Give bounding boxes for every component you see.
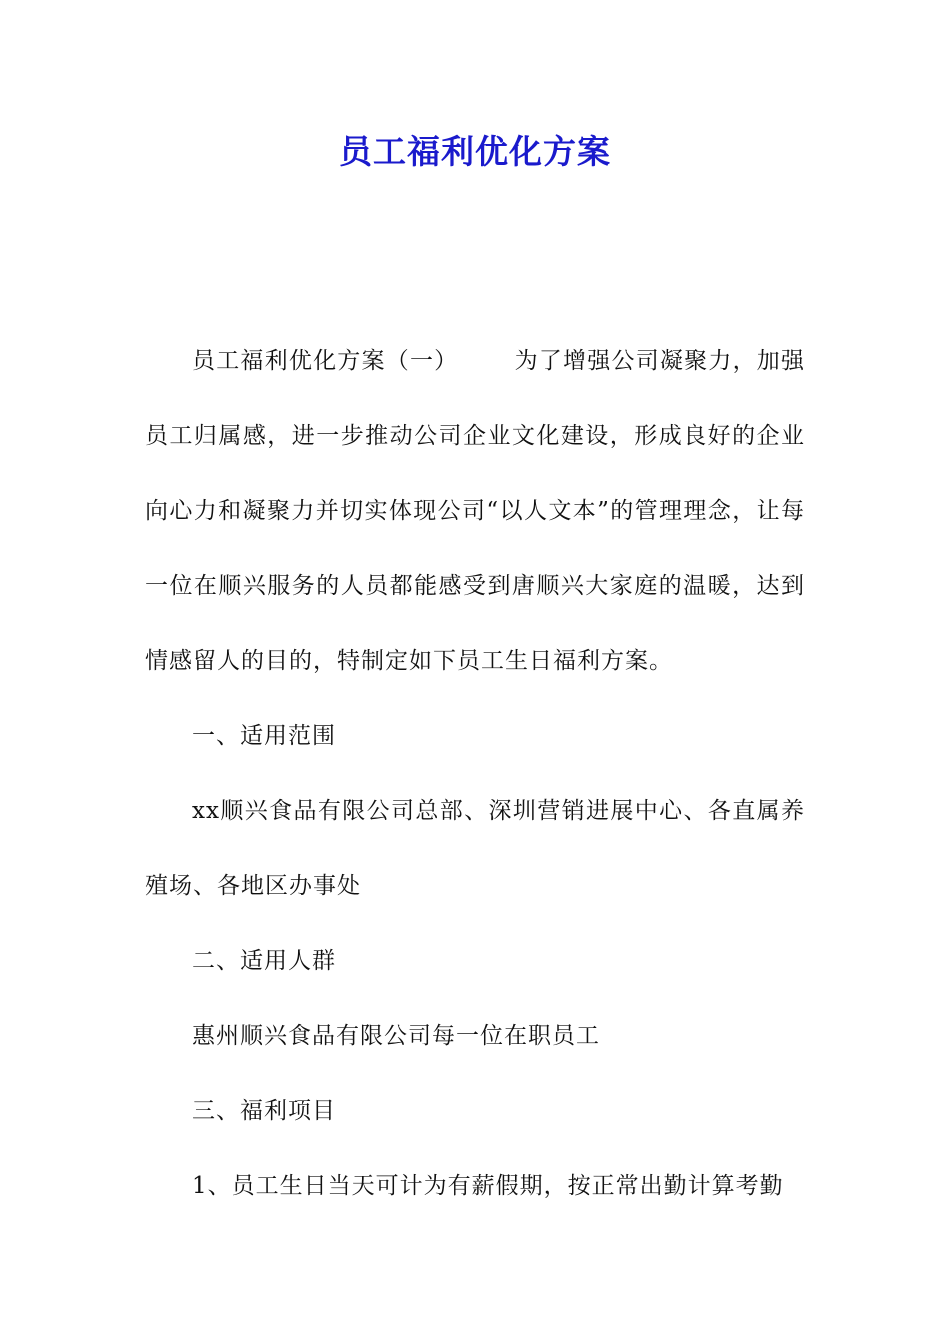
intro-heading: 员工福利优化方案（一）	[192, 348, 459, 374]
section3-heading: 三、福利项目	[192, 1098, 336, 1124]
intro-paragraph	[145, 324, 805, 699]
section1-heading: 一、适用范围	[192, 723, 336, 749]
item1-text: 1、员工生日当天可计为有薪假期，按正常出勤计算考勤	[192, 1173, 784, 1199]
document-body	[145, 324, 805, 1224]
intro-text: 为了增强公司凝聚力，加强员工归属感，进一步推动公司企业文化建设，形成良好的企业向心力和凝聚力并切实体现公司“以人文本”的管理理念，让每一位在顺兴服务的人员都能感受到唐顺兴大家庭的温暖，达到情感留人的目的，特制定如下员工生日福利方案。	[145, 348, 806, 674]
section1-text: xx顺兴食品有限公司总部、深圳营销进展中心、各直属养殖场、各地区办事处	[145, 798, 805, 899]
section2-heading: 二、适用人群	[192, 948, 336, 974]
document-title: 员工福利优化方案	[339, 132, 611, 171]
section2-text: 惠州顺兴食品有限公司每一位在职员工	[192, 1023, 600, 1049]
